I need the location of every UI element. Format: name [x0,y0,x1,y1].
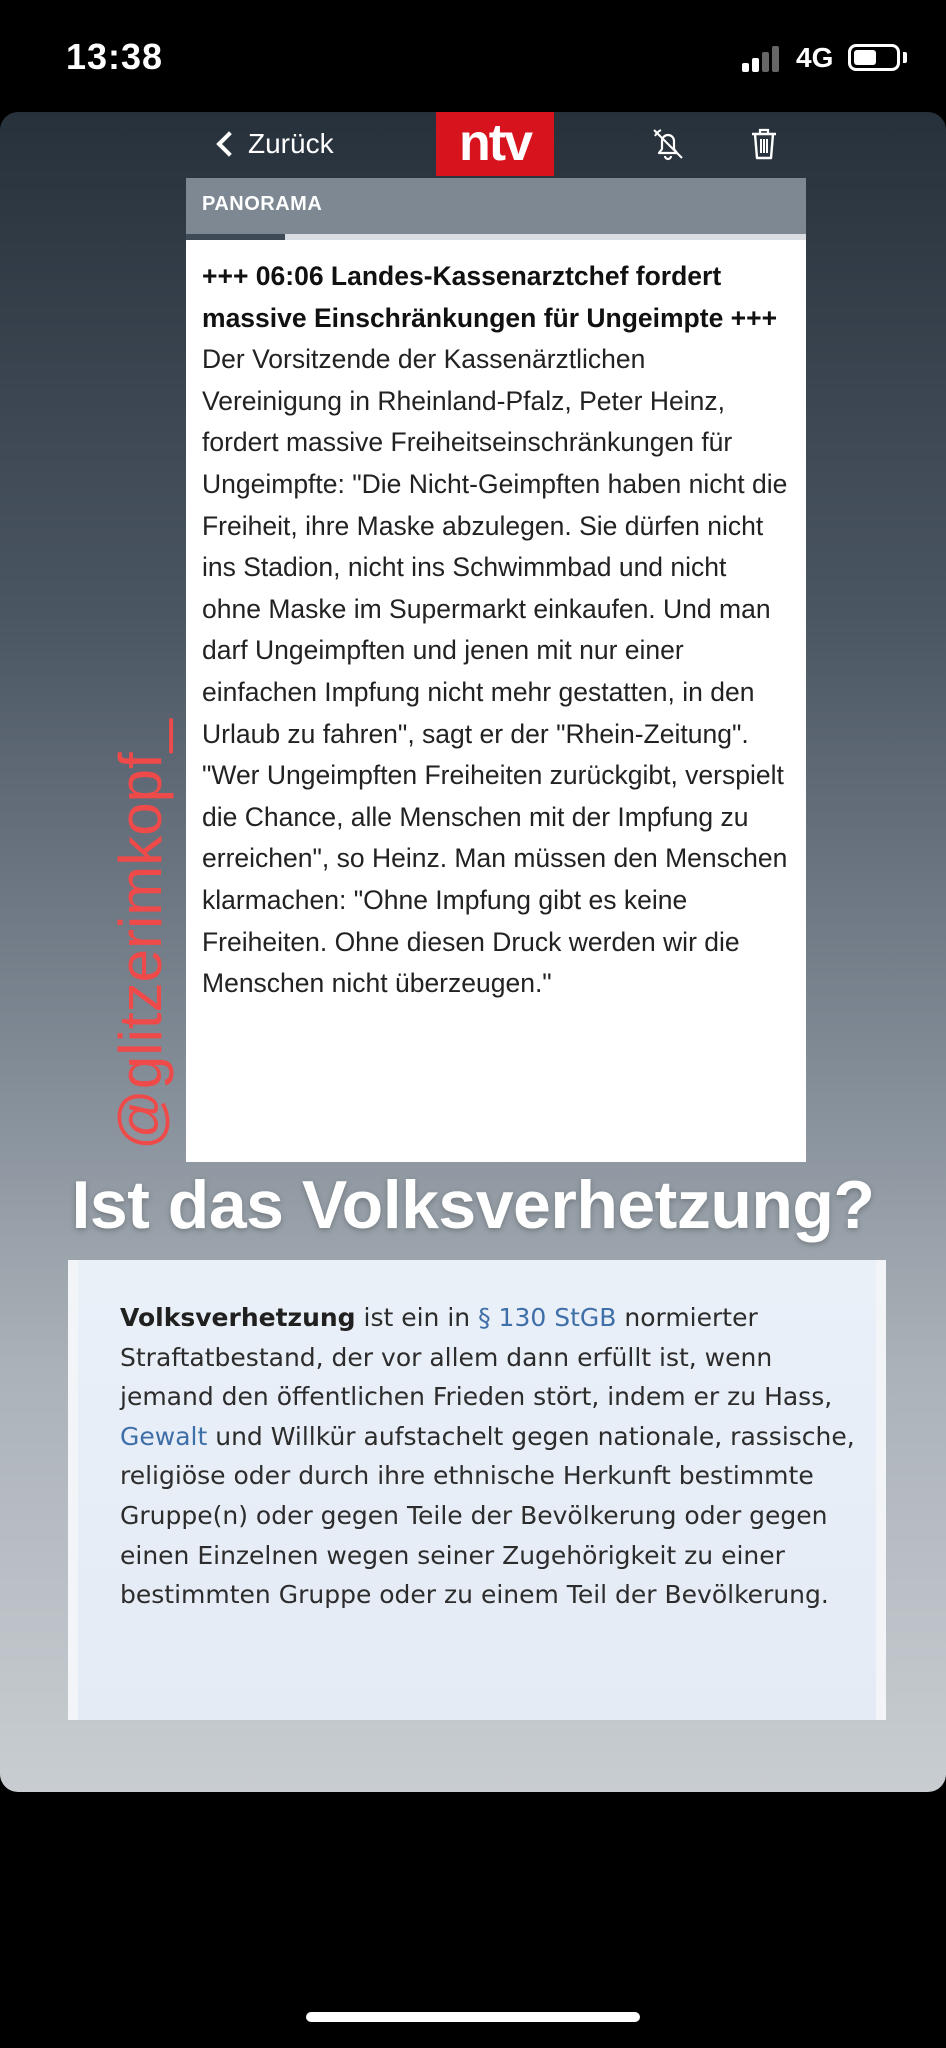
wiki-text-2: normierter Straftatbestand, der vor allem dann erfüllt ist, wenn jemand den öffentlichen Frieden stört, indem er zu Hass, [120,1303,833,1412]
article-text: Der Vorsitzende der Kassenärztlichen Vereinigung in Rheinland-Pfalz, Peter Heinz, fordert massive Freiheitseinschränkungen für Ungeimpfte: "Die Nicht-Geimpften haben nicht die Freiheit, ihre Maske abzulegen. Sie dürfen nicht ins Stadion, nicht ins Schwimmbad und nicht ohne Maske im Supermarkt einkaufen. Und man darf Ungeimpften und jenen mit nur einer einfachen Impfung nicht mehr gestatten, in den Urlaub zu fahren", sagt er der "Rhein-Zeitung". "Wer Ungeimpften Freiheiten zurückgibt, verspielt die Chance, alle Menschen mit der Impfung zu erreichen", so Heinz. Man müssen den Menschen klarmachen: "Ohne Impfung gibt es keine Freiheiten. Ohne diesen Druck werden wir die Menschen nicht überzeugen." [202,344,788,999]
story-card[interactable] [0,112,946,1792]
article-body [186,240,806,1005]
battery-cap [903,52,907,63]
wiki-text-3: und Willkür aufstachelt gegen nationale, rassische, religiöse oder durch ihre ethnische Herkunft bestimmte Gruppe(n) oder gegen Teile der Bevölkerung oder gegen einen Einzelnen wegen seiner Zugehörigkeit zu einer bestimmten Gruppe oder zu einem Teil der Bevölkerung. [120,1421,855,1610]
clock: 13:38 [66,36,164,77]
read-progress-fill [186,234,285,240]
wiki-definition-box [68,1260,886,1720]
gewalt-link[interactable]: Gewalt [120,1421,208,1451]
ntv-toolbar [186,112,806,176]
article-screenshot [186,178,806,1162]
user-handle-text: @glitzerimkopf_ [107,718,174,1150]
back-label: Zurück [248,128,334,159]
home-indicator[interactable] [306,2012,640,2022]
network-type: 4G [796,42,834,73]
stgb-link[interactable]: § 130 StGB [478,1303,617,1332]
wiki-text-1: ist ein in [355,1303,479,1332]
battery-icon [848,44,900,71]
article-headline: +++ 06:06 Landes-Kassenarztchef fordert massive Einschränkungen für Ungeimpte +++ [202,261,778,333]
signal-icon [742,44,782,72]
wiki-term: Volksverhetzung [120,1303,356,1332]
read-progress-bar [186,234,806,240]
overlay-question: Ist das Volksverhetzung? [71,1167,875,1243]
back-button[interactable] [212,124,334,164]
wiki-definition-text [120,1298,860,1615]
bell-icon[interactable] [646,122,690,166]
trash-icon[interactable] [742,122,786,166]
status-bar [0,0,946,112]
back-chevron-icon [216,131,241,156]
ntv-logo: ntv [436,112,554,176]
section-header: PANORAMA [186,178,806,234]
